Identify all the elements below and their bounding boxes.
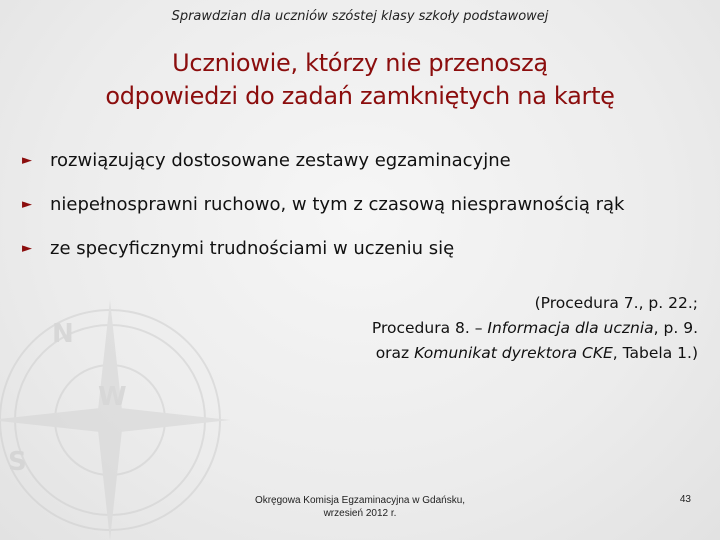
slide-title	[40, 47, 680, 113]
slide-number: 43	[679, 494, 691, 505]
slide-footer	[230, 494, 490, 520]
bullet-arrow-icon: ►	[22, 153, 32, 168]
reference-text: oraz	[375, 344, 415, 362]
slide-header: Sprawdzian dla uczniów szóstej klasy szkoły podstawowej	[171, 9, 549, 24]
bullet-list	[22, 144, 702, 276]
reference-note	[278, 291, 698, 366]
bullet-item	[22, 144, 702, 188]
compass-letter-s: S	[8, 447, 27, 477]
compass-letter-w: W	[98, 382, 127, 412]
reference-italic-text: Komunikat dyrektora CKE	[414, 344, 613, 362]
bullet-arrow-icon: ►	[22, 241, 32, 256]
compass-letter-n: N	[52, 319, 74, 349]
footer-date: wrzesień 2012 r.	[323, 508, 397, 519]
reference-italic-text: Informacja dla ucznia	[487, 319, 654, 337]
bullet-arrow-icon: ►	[22, 197, 32, 212]
reference-text: , Tabela 1.)	[612, 344, 698, 362]
reference-line-1: (Procedura 7., p. 22.;	[534, 294, 698, 312]
bullet-text: rozwiązujący dostosowane zestawy egzaminacyjne	[50, 150, 511, 171]
reference-line-2	[278, 316, 698, 341]
bullet-text: ze specyficznymi trudnościami w uczeniu się	[50, 238, 455, 259]
title-line-2: odpowiedzi do zadań zamkniętych na kartę	[105, 82, 615, 110]
bullet-text: niepełnosprawni ruchowo, w tym z czasową niesprawnością rąk	[50, 194, 625, 215]
bullet-item	[22, 232, 702, 276]
reference-text: , p. 9.	[653, 319, 698, 337]
bullet-item	[22, 188, 702, 232]
reference-line-3	[278, 341, 698, 366]
reference-text: Procedura 8. –	[371, 319, 488, 337]
title-line-1: Uczniowie, którzy nie przenoszą	[172, 49, 548, 77]
footer-organization: Okręgowa Komisja Egzaminacyjna w Gdańsku,	[254, 495, 466, 506]
